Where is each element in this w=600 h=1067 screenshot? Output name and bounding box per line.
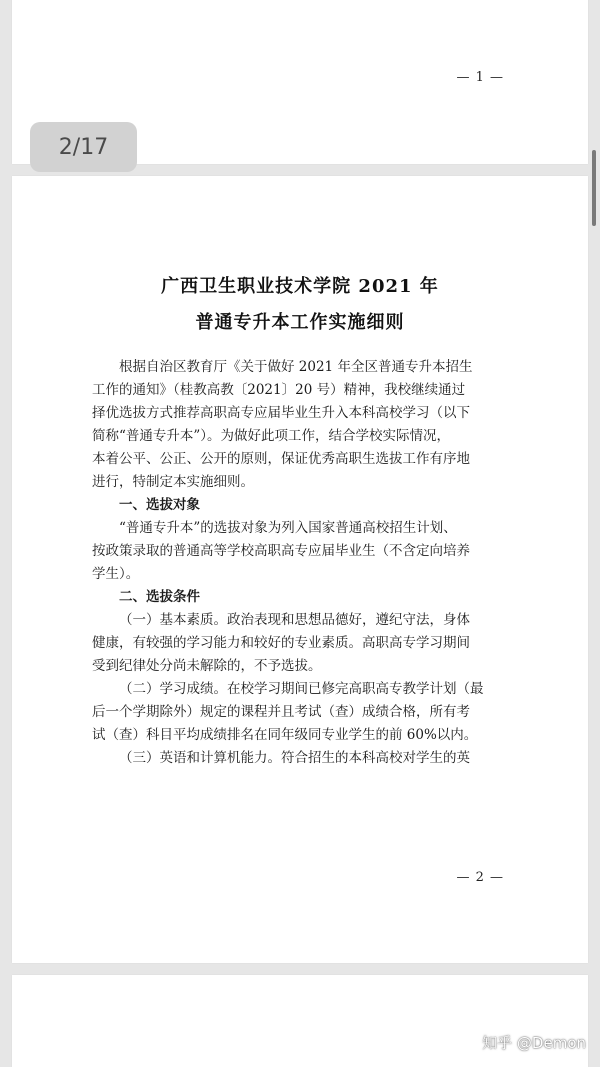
paragraph-line: 工作的通知》（桂教高教〔2021〕20 号）精神，我校继续通过 [92,382,466,398]
paragraph-line: 健康，有较强的学习能力和较好的专业素质。高职高专学习期间 [92,635,470,651]
paragraph-line: （一）基本素质。政治表现和思想品德好，遵纪守法，身体 [119,612,470,628]
paragraph-line: “普通专升本”的选拔对象为列入国家普通高校招生计划、 [119,520,457,536]
document-body [92,356,532,770]
scrollbar-thumb[interactable] [592,150,596,226]
document-title-line-2: 普通专升本工作实施细则 [195,312,405,333]
paragraph-line: 简称“普通专升本”）。为做好此项工作，结合学校实际情况， [92,428,451,444]
paragraph-line: 进行，特制定本实施细则。 [92,474,254,490]
paragraph-line: 按政策录取的普通高等学校高职高专应届毕业生（不含定向培养 [92,543,470,559]
paragraph-line: 根据自治区教育厅《关于做好 2021 年全区普通专升本招生 [119,359,473,375]
section-heading-2: 二、选拔条件 [119,589,200,605]
document-title-line-1: 广西卫生职业技术学院 2021 年 [161,276,439,297]
paragraph-line: 学生）。 [92,566,140,582]
page-number-2: — 2 — [456,870,504,885]
paragraph-line: （二）学习成绩。在校学习期间已修完高职高专教学计划（最 [119,681,484,697]
paragraph-line: 试（查）科目平均成绩排名在同年级同专业学生的前 60%以内。 [92,727,478,743]
paragraph-line: 本着公平、公正、公开的原则，保证优秀高职生选拔工作有序地 [92,451,470,467]
page-number-1: — 1 — [456,70,504,85]
page-indicator-badge: 2/17 [30,122,137,172]
paragraph-line: 受到纪律处分尚未解除的，不予选拔。 [92,658,322,674]
paragraph-line: （三）英语和计算机能力。符合招生的本科高校对学生的英 [119,750,470,766]
paragraph-line: 择优选拔方式推荐高职高专应届毕业生升入本科高校学习（以下 [92,405,470,421]
page-3-top [12,975,588,1067]
paragraph-line: 后一个学期除外）规定的课程并且考试（查）成绩合格，所有考 [92,704,470,720]
page-2 [12,176,588,963]
section-heading-1: 一、选拔对象 [119,497,200,513]
watermark-text: 知乎 @Demon [482,1034,586,1052]
